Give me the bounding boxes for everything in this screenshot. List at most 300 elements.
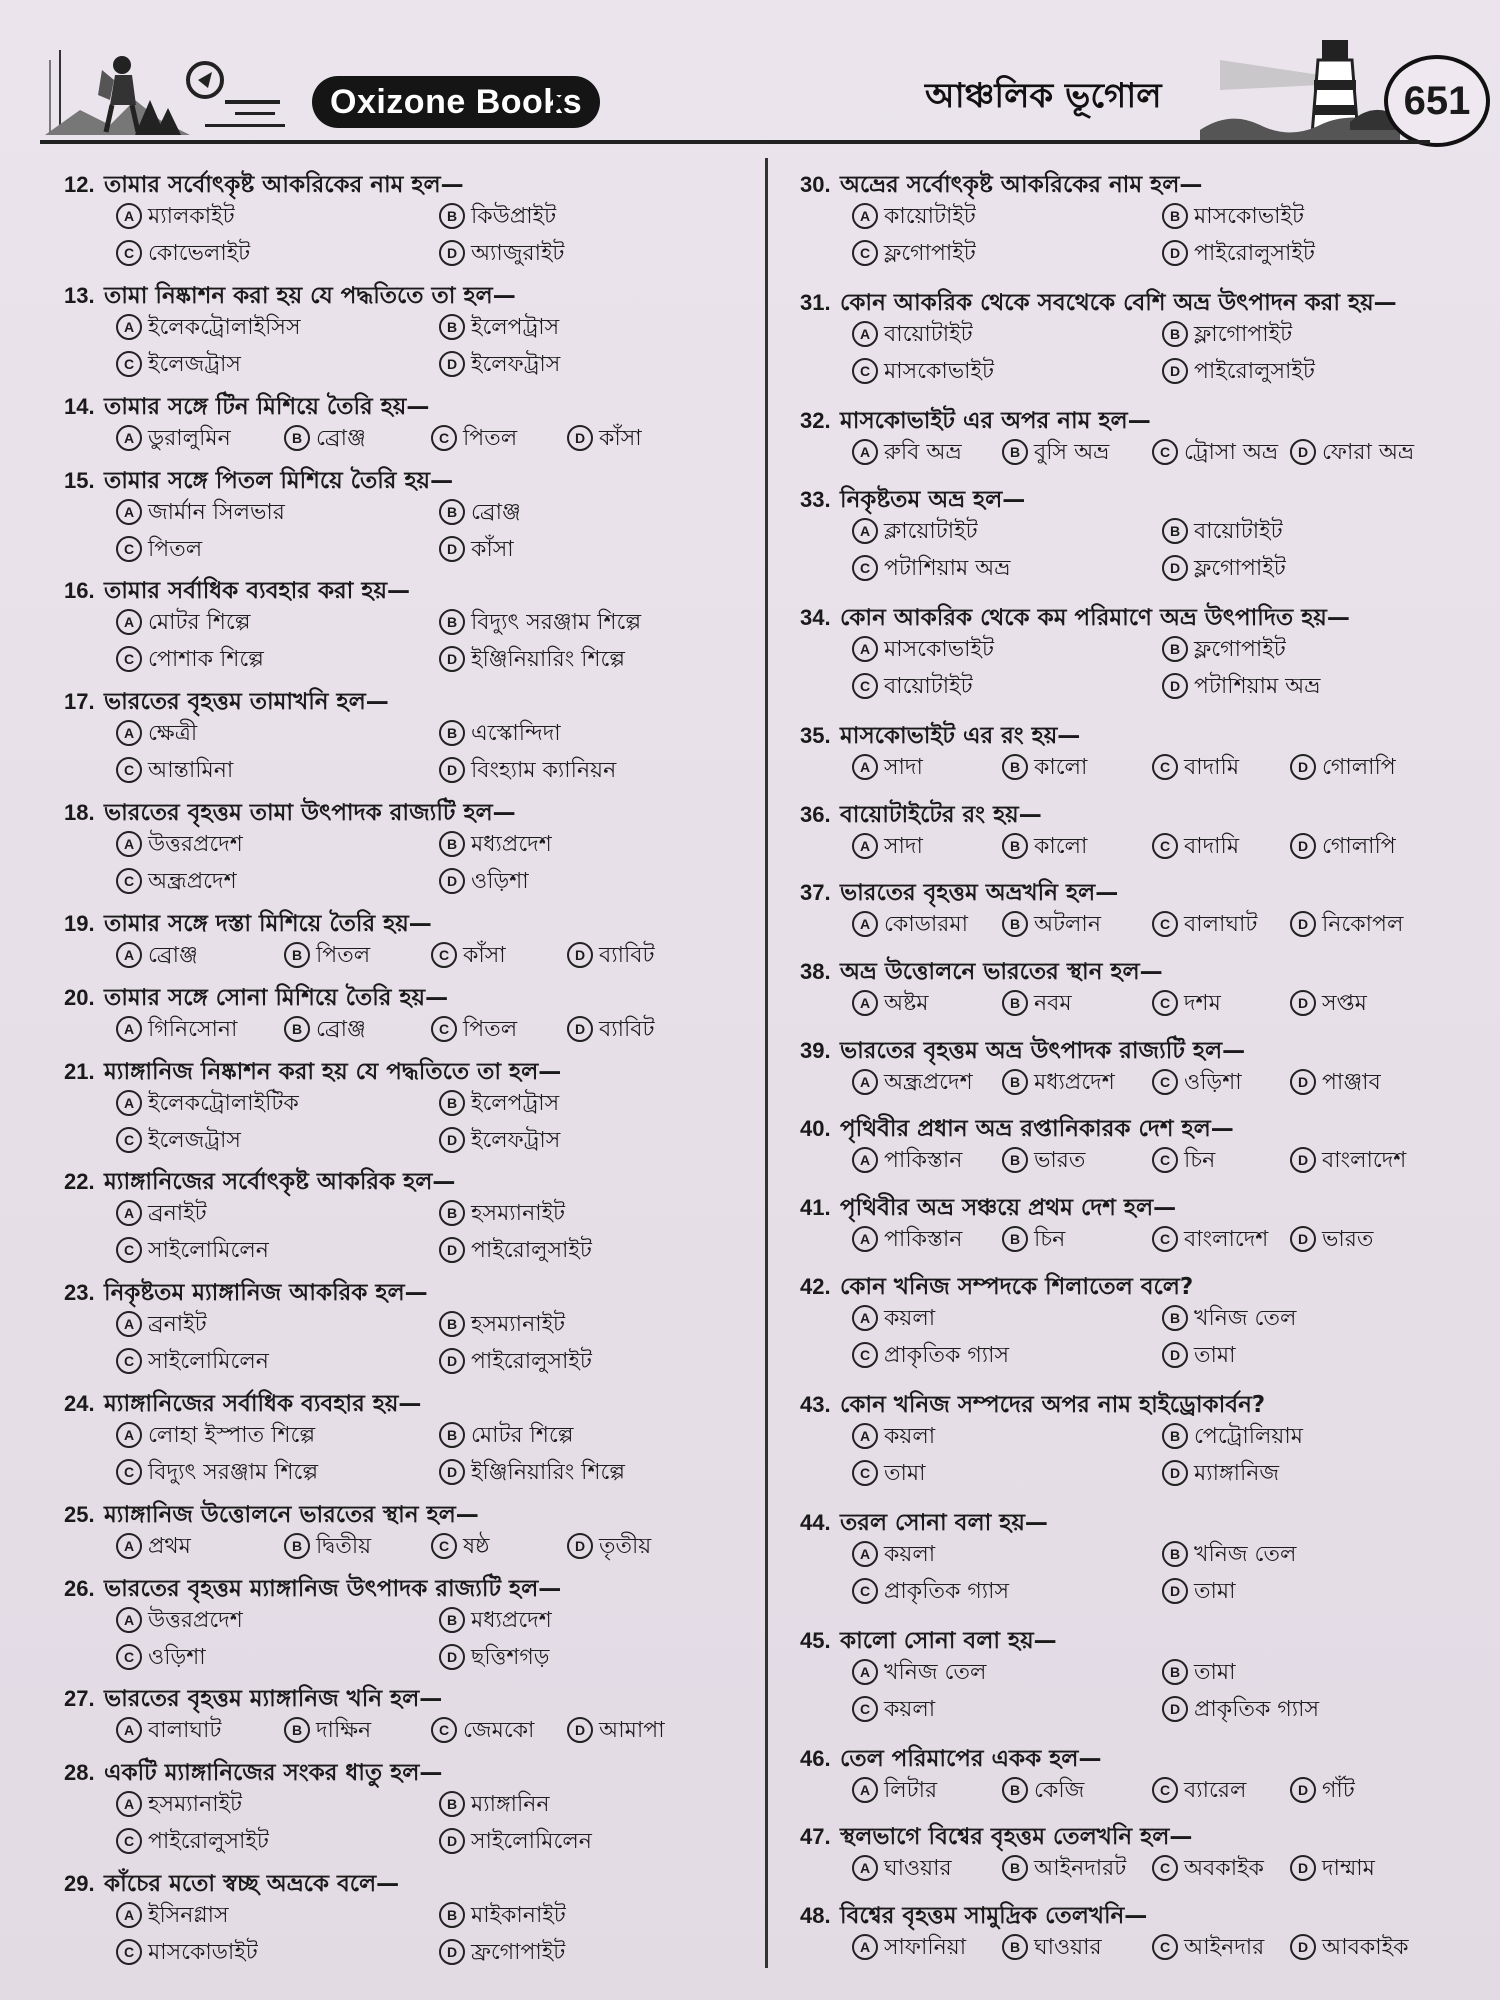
answer-option — [284, 1532, 371, 1562]
option-text: বুসি অভ্র — [1034, 440, 1110, 466]
question-number: 37. — [800, 880, 831, 906]
option-text: মাসকোভাইট — [1194, 204, 1304, 229]
answer-option — [116, 1347, 269, 1377]
question-item — [64, 1748, 754, 1859]
answer-options — [116, 830, 754, 904]
answer-option — [852, 635, 994, 665]
question-number: 31. — [800, 290, 831, 316]
column-divider — [765, 158, 768, 1968]
answer-options — [852, 517, 1485, 591]
question-text — [64, 983, 448, 1013]
option-letter-circle-icon: B — [439, 720, 465, 746]
answer-options — [116, 1716, 754, 1752]
option-letter-circle-icon: A — [116, 831, 142, 857]
question-text — [800, 1508, 1048, 1538]
option-text: জেমকো — [463, 1718, 535, 1744]
option-text: কোডারমা — [884, 912, 968, 938]
question-text — [800, 1193, 1176, 1223]
question-stem: ম্যাঙ্গানিজ উত্তোলনে ভারতের স্থান হল— — [104, 1501, 479, 1528]
question-text — [64, 798, 516, 828]
option-letter-circle-icon: D — [439, 646, 465, 672]
answer-option — [439, 1827, 592, 1857]
option-letter-circle-icon: C — [852, 358, 878, 384]
answer-option — [116, 1606, 243, 1636]
option-letter-circle-icon: C — [852, 673, 878, 699]
answer-option — [1162, 1304, 1296, 1334]
option-text: হসম্যানাইট — [148, 1792, 243, 1818]
question-stem: ভারতের বৃহত্তম ম্যাঙ্গানিজ খনি হল— — [104, 1686, 443, 1713]
option-letter-circle-icon: D — [439, 757, 465, 783]
question-item — [800, 1380, 1485, 1498]
answer-option — [852, 672, 973, 702]
option-text: কেজি — [1034, 1777, 1085, 1803]
question-number: 20. — [64, 984, 95, 1010]
option-text: ঘাওয়ার — [1034, 1935, 1102, 1961]
option-text: ইলেপট্রাস — [471, 314, 560, 340]
option-letter-circle-icon: B — [284, 1016, 310, 1042]
question-number: 36. — [800, 801, 831, 827]
option-text: মধ্যপ্রদেশ — [1034, 1069, 1115, 1095]
option-text: কাঁসা — [471, 536, 514, 562]
answer-options — [852, 202, 1485, 276]
option-letter-circle-icon: C — [1152, 1777, 1178, 1803]
answer-option — [439, 608, 641, 638]
option-letter-circle-icon: A — [116, 942, 142, 968]
option-letter-circle-icon: C — [431, 1533, 457, 1559]
option-text: পাঞ্জাব — [1322, 1069, 1381, 1095]
question-text — [64, 1574, 561, 1604]
question-number: 40. — [800, 1116, 831, 1142]
answer-options — [852, 635, 1485, 709]
option-text: পিতল — [148, 536, 203, 562]
question-number: 30. — [800, 172, 831, 197]
answer-option — [439, 1901, 566, 1931]
answer-option — [567, 1716, 665, 1746]
option-letter-circle-icon: A — [116, 314, 142, 340]
question-text — [64, 1869, 399, 1899]
answer-option — [1162, 239, 1315, 269]
option-text: মাসকোভাইট — [884, 359, 994, 385]
answer-option — [439, 1089, 559, 1119]
option-letter-circle-icon: A — [116, 1791, 142, 1817]
option-text: ইঞ্জিনিয়ারিং শিল্পে — [471, 1459, 626, 1485]
answer-option — [439, 239, 564, 269]
answer-option — [439, 350, 560, 380]
question-text — [800, 957, 1163, 987]
option-letter-circle-icon: A — [852, 1541, 878, 1567]
answer-option — [1002, 438, 1109, 468]
question-item — [800, 790, 1485, 869]
answer-option — [1002, 832, 1087, 862]
option-letter-circle-icon: C — [852, 1460, 878, 1486]
question-stem: একটি ম্যাঙ্গানিজের সংকর ধাতু হল— — [104, 1760, 443, 1787]
option-letter-circle-icon: D — [1290, 1069, 1316, 1095]
question-number: 16. — [64, 578, 95, 604]
answer-option — [116, 645, 264, 675]
answer-option — [1152, 832, 1239, 862]
option-text: ফোরা অভ্র — [1322, 440, 1415, 466]
option-letter-circle-icon: C — [431, 1016, 457, 1042]
answer-option — [439, 1199, 565, 1229]
option-text: ইলেজট্রাস — [148, 351, 241, 377]
answer-option — [1290, 1933, 1409, 1963]
option-letter-circle-icon: A — [852, 1226, 878, 1252]
option-letter-circle-icon: D — [1290, 1934, 1316, 1960]
question-number: 27. — [64, 1686, 95, 1712]
answer-options — [852, 1854, 1485, 1890]
answer-option — [1162, 1695, 1319, 1725]
question-stem: পৃথিবীর প্রধান অভ্র রপ্তানিকারক দেশ হল— — [840, 1116, 1234, 1143]
option-text: ক্ষেত্রী — [148, 721, 198, 747]
option-letter-circle-icon: C — [852, 240, 878, 266]
answer-option — [1152, 1225, 1268, 1255]
answer-option — [1002, 1854, 1126, 1884]
answer-option — [1002, 1776, 1084, 1806]
option-text: মোটর শিল্পে — [148, 610, 251, 636]
question-item — [800, 947, 1485, 1026]
option-letter-circle-icon: B — [1002, 439, 1028, 465]
question-number: 46. — [800, 1745, 831, 1771]
option-letter-circle-icon: A — [852, 321, 878, 347]
question-item — [64, 271, 754, 382]
option-letter-circle-icon: A — [852, 911, 878, 937]
option-text: সাদা — [884, 754, 923, 780]
question-stem: ভারতের বৃহত্তম তামা উৎপাদক রাজ্যটি হল— — [104, 799, 516, 826]
question-text — [800, 1901, 1147, 1931]
answer-option — [852, 517, 978, 547]
answer-option — [1152, 753, 1239, 783]
option-text: উত্তরপ্রদেশ — [148, 1607, 243, 1633]
option-letter-circle-icon: C — [1152, 439, 1178, 465]
question-stem: ম্যাঙ্গানিজের সর্বোৎকৃষ্ট আকরিক হল— — [104, 1169, 456, 1196]
answer-option — [1002, 989, 1072, 1019]
answer-option — [852, 753, 923, 783]
option-letter-circle-icon: B — [1002, 990, 1028, 1016]
option-letter-circle-icon: D — [1162, 1578, 1188, 1604]
question-stem: ভারতের বৃহত্তম ম্যাঙ্গানিজ উৎপাদক রাজ্যটি হল— — [104, 1575, 562, 1602]
question-item — [64, 1157, 754, 1268]
answer-option — [1152, 1068, 1242, 1098]
option-text: দশম — [1184, 990, 1221, 1016]
option-text: বায়োটাইট — [884, 673, 973, 699]
question-number: 48. — [800, 1903, 831, 1929]
question-number: 26. — [64, 1575, 95, 1601]
option-text: অটলান — [1034, 912, 1101, 938]
option-text: উত্তরপ্রদেশ — [148, 831, 243, 857]
question-stem: তামার সঙ্গে দস্তা মিশিয়ে তৈরি হয়— — [104, 910, 432, 937]
answer-option — [116, 1089, 299, 1119]
question-stem: ভারতের বৃহত্তম অভ্রখনি হল— — [840, 880, 1119, 907]
question-number: 47. — [800, 1824, 831, 1850]
answer-option — [1290, 989, 1367, 1019]
option-letter-circle-icon: C — [1152, 990, 1178, 1016]
question-number: 12. — [64, 172, 95, 197]
question-item — [800, 1734, 1485, 1813]
option-letter-circle-icon: D — [1162, 673, 1188, 699]
option-letter-circle-icon: A — [852, 1147, 878, 1173]
option-letter-circle-icon: B — [284, 942, 310, 968]
answer-option — [1152, 438, 1278, 468]
question-text — [64, 576, 410, 606]
option-text: খনিজ তেল — [1194, 1305, 1297, 1331]
option-letter-circle-icon: C — [116, 1644, 142, 1670]
option-letter-circle-icon: B — [439, 831, 465, 857]
option-text: বিংহ্যাম ক্যানিয়ন — [471, 758, 617, 784]
option-text: পাকিস্তান — [884, 1148, 963, 1174]
question-stem: কোন খনিজ সম্পদের অপর নাম হাইড্রোকার্বন? — [840, 1391, 1266, 1418]
answer-option — [116, 239, 250, 269]
option-text: মাসকোভাইট — [884, 636, 994, 662]
option-letter-circle-icon: D — [1162, 240, 1188, 266]
answer-option — [852, 1933, 966, 1963]
chapter-title: আঞ্চলিক ভূগোল — [925, 76, 1162, 116]
option-letter-circle-icon: B — [1002, 754, 1028, 780]
answer-options — [852, 753, 1485, 789]
question-number: 19. — [64, 910, 95, 936]
option-text: আমাপা — [599, 1718, 665, 1744]
option-text: তামা — [1194, 1578, 1236, 1604]
option-letter-circle-icon: C — [1152, 911, 1178, 937]
answer-option — [1290, 910, 1403, 940]
option-letter-circle-icon: C — [852, 555, 878, 581]
option-letter-circle-icon: D — [1290, 754, 1316, 780]
option-text: ডুরালুমিন — [148, 425, 231, 451]
question-stem: তেল পরিমাপের একক হল— — [840, 1745, 1102, 1772]
answer-option — [116, 424, 231, 454]
answer-option — [116, 1790, 242, 1820]
answer-option — [852, 1459, 925, 1489]
option-text: ব্রোঞ্জ — [316, 425, 366, 451]
question-item — [64, 1047, 754, 1158]
question-item — [800, 1183, 1485, 1262]
option-text: ভারত — [1034, 1148, 1086, 1174]
question-stem: কোন আকরিক থেকে সবথেকে বেশি অভ্র উৎপাদন করা হয়— — [840, 290, 1397, 317]
answer-option — [439, 1126, 560, 1156]
answer-option — [116, 1901, 229, 1931]
option-text: ম্যালকাইট — [148, 204, 235, 229]
answer-option — [852, 832, 923, 862]
option-text: অষ্টম — [884, 990, 929, 1016]
option-letter-circle-icon: A — [852, 990, 878, 1016]
option-text: মধ্যপ্রদেশ — [471, 1607, 552, 1633]
answer-option — [852, 202, 976, 232]
answer-option — [1290, 832, 1396, 862]
answer-option — [1162, 320, 1292, 350]
option-letter-circle-icon: C — [116, 1237, 142, 1263]
question-stem: তামা নিষ্কাশন করা হয় যে পদ্ধতিতে তা হল— — [104, 282, 516, 309]
answer-option — [1162, 1422, 1303, 1452]
question-text — [800, 1036, 1245, 1066]
answer-options — [852, 1658, 1485, 1732]
answer-options — [852, 1540, 1485, 1614]
option-text: কয়লা — [884, 1541, 936, 1567]
question-item — [64, 160, 754, 271]
option-letter-circle-icon: D — [1290, 833, 1316, 859]
option-letter-circle-icon: D — [567, 1533, 593, 1559]
option-letter-circle-icon: B — [1002, 1226, 1028, 1252]
answer-options — [116, 1790, 754, 1864]
answer-option — [1002, 1068, 1115, 1098]
option-letter-circle-icon: B — [1002, 1069, 1028, 1095]
answer-option — [852, 1776, 937, 1806]
option-text: মোটর শিল্পে — [471, 1422, 574, 1448]
option-letter-circle-icon: A — [116, 1607, 142, 1633]
answer-option — [1290, 1854, 1375, 1884]
option-letter-circle-icon: A — [116, 1717, 142, 1743]
option-text: চিন — [1034, 1226, 1066, 1252]
answer-option — [1290, 438, 1414, 468]
option-letter-circle-icon: C — [116, 240, 142, 266]
option-letter-circle-icon: B — [439, 499, 465, 525]
option-letter-circle-icon: A — [852, 1777, 878, 1803]
option-letter-circle-icon: C — [1152, 1226, 1178, 1252]
question-item — [800, 160, 1485, 278]
option-letter-circle-icon: D — [439, 1127, 465, 1153]
answer-option — [439, 313, 559, 343]
option-letter-circle-icon: A — [852, 754, 878, 780]
question-item — [64, 566, 754, 677]
question-item — [800, 711, 1485, 790]
question-item — [800, 396, 1485, 475]
option-text: তামা — [1194, 1342, 1236, 1368]
option-letter-circle-icon: D — [1290, 1147, 1316, 1173]
answer-option — [1002, 753, 1087, 783]
answer-option — [116, 1421, 315, 1451]
question-item — [800, 1262, 1485, 1380]
answer-options — [852, 1068, 1485, 1104]
option-letter-circle-icon: C — [1152, 1147, 1178, 1173]
question-text — [800, 878, 1118, 908]
option-text: ব্যারেল — [1184, 1777, 1247, 1803]
play-arrow-icon — [553, 93, 567, 113]
option-text: কয়লা — [884, 1696, 936, 1722]
question-number: 22. — [64, 1169, 95, 1195]
answer-option — [567, 941, 655, 971]
question-item — [64, 1268, 754, 1379]
question-text — [64, 1684, 442, 1714]
option-letter-circle-icon: B — [1002, 1855, 1028, 1881]
option-text: নবম — [1034, 990, 1072, 1016]
option-text: অন্ধ্রপ্রদেশ — [884, 1069, 973, 1095]
question-stem: কোন আকরিক থেকে কম পরিমাণে অভ্র উৎপাদিত হয়— — [840, 604, 1350, 631]
question-stem: বায়োটাইটের রং হয়— — [840, 801, 1042, 828]
answer-option — [116, 1458, 318, 1488]
question-text — [800, 1626, 1057, 1656]
option-text: ইলেপট্রাস — [471, 1090, 560, 1116]
answer-options — [116, 941, 754, 977]
option-letter-circle-icon: B — [284, 1533, 310, 1559]
option-letter-circle-icon: D — [567, 942, 593, 968]
option-letter-circle-icon: C — [116, 536, 142, 562]
option-letter-circle-icon: C — [116, 1348, 142, 1374]
option-text: কাঁসা — [599, 425, 642, 451]
option-text: পাইরোলুসাইট — [1194, 359, 1315, 385]
question-text — [64, 909, 432, 939]
option-text: ওড়িশা — [1184, 1069, 1242, 1095]
option-text: ওড়িশা — [471, 868, 529, 894]
option-letter-circle-icon: D — [1162, 358, 1188, 384]
option-letter-circle-icon: A — [852, 439, 878, 465]
answer-option — [1162, 672, 1320, 702]
option-letter-circle-icon: B — [439, 314, 465, 340]
option-text: বালাঘাট — [148, 1718, 222, 1744]
option-text: ফ্লগোপাইট — [1194, 555, 1286, 581]
option-text: পটাশিয়াম অভ্র — [1194, 673, 1321, 699]
question-text — [800, 1114, 1234, 1144]
option-letter-circle-icon: C — [852, 1696, 878, 1722]
option-text: ইলেকট্রোলাইটিক — [148, 1090, 299, 1116]
right-question-column — [800, 160, 1485, 1970]
option-text: ভারত — [1322, 1226, 1374, 1252]
option-letter-circle-icon: C — [116, 868, 142, 894]
answer-option — [1152, 989, 1221, 1019]
option-letter-circle-icon: A — [852, 636, 878, 662]
answer-option — [116, 719, 197, 749]
question-stem: তামার সর্বাধিক ব্যবহার করা হয়— — [104, 578, 410, 605]
option-text: দ্বিতীয় — [316, 1533, 372, 1559]
option-letter-circle-icon: B — [439, 1902, 465, 1928]
question-item — [800, 475, 1485, 593]
option-text: বাদামি — [1184, 754, 1240, 780]
answer-option — [284, 1015, 366, 1045]
question-stem: তামার সঙ্গে পিতল মিশিয়ে তৈরি হয়— — [104, 467, 454, 494]
question-stem: তামার সঙ্গে টিন মিশিয়ে তৈরি হয়— — [104, 393, 430, 420]
option-text: ম্যাঙ্গানিন — [471, 1792, 550, 1818]
answer-option — [1162, 1577, 1235, 1607]
question-number: 41. — [800, 1194, 831, 1220]
option-letter-circle-icon: D — [439, 1939, 465, 1965]
option-letter-circle-icon: D — [439, 1237, 465, 1263]
answer-options — [116, 719, 754, 793]
question-stem: ভারতের বৃহত্তম অভ্র উৎপাদক রাজ্যটি হল— — [840, 1037, 1246, 1064]
answer-option — [1152, 1776, 1246, 1806]
answer-option — [116, 1532, 191, 1562]
option-letter-circle-icon: A — [116, 499, 142, 525]
answer-options — [116, 1089, 754, 1163]
question-text — [64, 1057, 561, 1087]
question-text — [800, 1744, 1101, 1774]
question-stem: তামার সঙ্গে সোনা মিশিয়ে তৈরি হয়— — [104, 984, 449, 1011]
option-letter-circle-icon: B — [439, 1607, 465, 1633]
answer-option — [852, 910, 968, 940]
question-item — [64, 1674, 754, 1748]
option-letter-circle-icon: B — [439, 1791, 465, 1817]
question-stem: ম্যাঙ্গানিজের সর্বাধিক ব্যবহার হয়— — [104, 1390, 422, 1417]
answer-option — [116, 313, 300, 343]
answer-option — [1290, 1776, 1355, 1806]
option-letter-circle-icon: C — [431, 1717, 457, 1743]
option-text: আবকাইক — [1322, 1935, 1409, 1961]
answer-options — [852, 320, 1485, 394]
question-number: 38. — [800, 958, 831, 984]
question-number: 32. — [800, 408, 831, 434]
question-stem: পৃথিবীর অভ্র সঞ্চয়ে প্রথম দেশ হল— — [840, 1194, 1177, 1221]
option-letter-circle-icon: D — [1290, 1777, 1316, 1803]
option-letter-circle-icon: C — [1152, 833, 1178, 859]
answer-option — [116, 608, 250, 638]
option-letter-circle-icon: B — [1002, 1147, 1028, 1173]
question-item — [64, 456, 754, 567]
option-text: পিতল — [316, 942, 371, 968]
answer-options — [852, 910, 1485, 946]
option-text: ব্যাবিট — [599, 942, 655, 968]
answer-option — [431, 1532, 489, 1562]
question-text — [64, 281, 516, 311]
question-stem: স্থলভাগে বিশ্বের বৃহত্তম তেলখনি হল— — [840, 1824, 1193, 1851]
option-text: কিউপ্রাইট — [471, 204, 557, 229]
answer-option — [1002, 1225, 1065, 1255]
question-number: 14. — [64, 393, 95, 419]
